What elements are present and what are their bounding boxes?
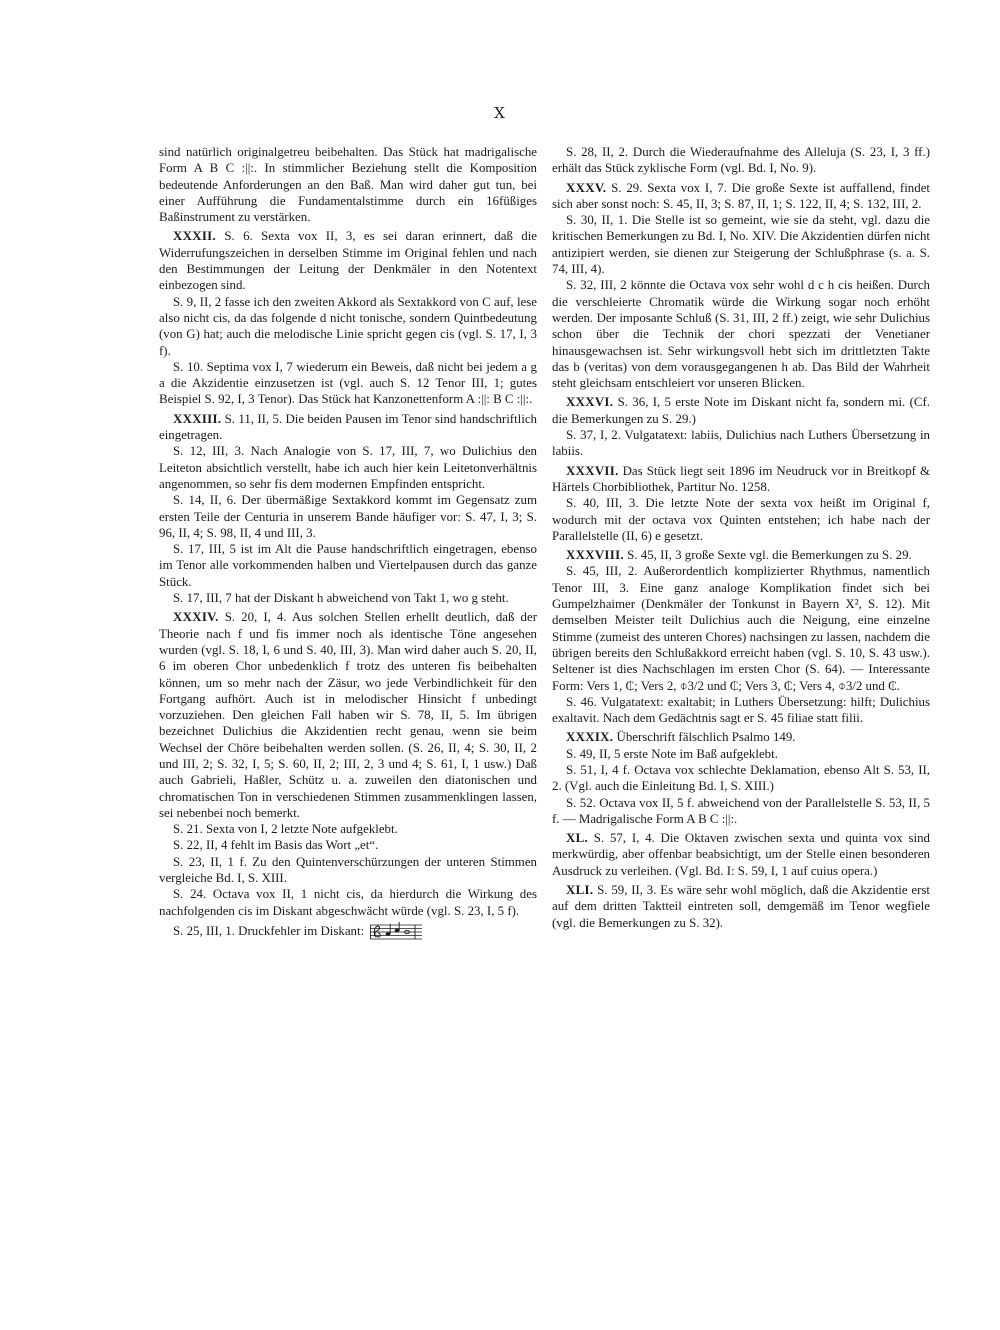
section-heading: XXXV. [566,180,607,195]
paragraph [159,144,537,225]
paragraph [159,886,537,919]
paragraph [552,795,930,828]
section-paragraph [159,228,537,293]
paragraph-text: sind natürlich originalgetreu beibehalten. Das Stück hat madrigalische Form A B C :||:. In stimmlicher Beziehung stellt die Komposition bedeutende Anforderungen an den Baß. Man wird daher gut tun, bei einer Aufführung die Fundamentalstimme durch ein 16füßiges Baßinstrument zu verstärken. [159,145,537,225]
section-paragraph [159,411,537,444]
left-column [159,144,537,942]
paragraph-text: S. 11, II, 5. Die beiden Pausen im Tenor sind handschriftlich eingetragen. [159,411,537,443]
paragraph [552,563,930,693]
section-heading: XXXIV. [173,610,219,625]
paragraph-text: S. 52. Octava vox II, 5 f. abweichend von der Parallelstelle S. 53, II, 5 f. — Madrigalische Form A B C :||:. [552,795,930,826]
paragraph [552,427,930,460]
paragraph-text: Überschrift fälschlich Psalmo 149. [613,730,796,745]
paragraph-text: S. 49, II, 5 erste Note im Baß aufgeklebt. [566,746,778,761]
paragraph-text: S. 29. Sexta vox I, 7. Die große Sexte ist auffallend, findet sich aber sonst noch: S. 45, II, 3; S. 87, II, 1; S. 122, II, 4; S. 132, III, 2. [552,180,930,211]
section-heading: XXXIII. [173,411,222,426]
section-heading: XXXIX. [566,730,614,745]
section-heading: XXXVIII. [566,548,624,563]
paragraph [159,821,537,837]
paragraph-text: S. 17, III, 5 ist im Alt die Pause handschriftlich eingetragen, ebenso im Tenor alle vorkommenden halben und Viertelpausen durch das ganze Stück. [159,542,537,589]
page-number: X [494,104,506,122]
paragraph [159,359,537,408]
paragraph-text: S. 51, I, 4 f. Octava vox schlechte Deklamation, ebenso Alt S. 53, II, 2. (Vgl. auch die Einleitung Bd. I, S. XIII.) [552,762,930,794]
paragraph [159,922,537,942]
section-paragraph [552,547,930,563]
paragraph-text: S. 40, III, 3. Die letzte Note der sexta vox heißt im Original f, wodurch mit der octava vox Quinten entstehen; ich habe nach der Parallelstelle (II, 6) e gesetzt. [552,496,930,543]
paragraph-text: S. 45, II, 3 große Sexte vgl. die Bemerkungen zu S. 29. [623,548,912,563]
paragraph [552,762,930,795]
paragraph-text: S. 30, II, 1. Die Stelle ist so gemeint, wie sie da steht, vgl. dazu die kritischen Bemerkungen zu Bd. I, No. XIV. Die Akzidentien dürfen nicht antizipiert werden, sie dienen zur Steigerung der Schlußphrase (s. a. S. 74, III, 4). [552,213,930,277]
paragraph-text: S. 12, III, 3. Nach Analogie von S. 17, III, 7, wo Dulichius den Leiteton absichtlich verstellt, habe ich auch hier kein Leitetonverhältnis angenommen, so sehr fis dem modernen Empfinden entspricht. [159,444,537,491]
paragraph [552,277,930,391]
section-paragraph [552,394,930,427]
paragraph-text: S. 32, III, 2 könnte die Octava vox sehr wohl d c h cis heißen. Durch die verschleierte Chromatik würde die Wirkung sogar noch erhöht werden. Der imposante Schluß (S. 31, III, 2 ff.) zeigt, wie sehr Dulichius schon über die Technik der chori spezzati der Venetianer hinausgewachsen ist. Sehr wirkungsvoll hebt sich im drittletzten Takte das b (veritas) von dem vorausgegangenen h ab. Das Bild der Wahrheit steht gleichsam entschleiert vor unseren Blicken. [552,278,930,391]
paragraph-text: S. 14, II, 6. Der übermäßige Sextakkord kommt im Gegensatz zum ersten Teile der Centuria in unserem Bande häufiger vor: S. 47, I, 3; S. 96, II, 4; S. 98, II, 4 und III, 3. [159,493,537,540]
paragraph-text: S. 20, I, 4. Aus solchen Stellen erhellt deutlich, daß der Theorie nach f und fis immer noch als identische Töne angesehen wurden (vgl. S. 18, I, 6 und S. 40, III, 3). Man wird daher auch S. 20, II, 6 im oberen Chor unbedenklich f trotz des unteren fis beibehalten können, um so mehr nach der Zäsur, wo jede Verbindlichkeit für den Fortgang aufhört. Auch ist in melodischer Hinsicht f unbedingt vorzuziehen. Den gleichen Fall haben wir S. 78, II, 5. Im übrigen bezeichnet Dulichius die Akzidentien recht genau, wenn sie beim Wechsel der Chöre beibehalten werden sollen. (S. 26, II, 4; S. 30, II, 2 und III, 2; S. 32, I, 5; S. 60, II, 2; III, 2, 3 und 4; S. 61, I, 1 usw.) Daß auch Gabrieli, Haßler, Schütz u. a. zuweilen den diatonischen und chromatischen Ton in verschiedenen Stimmen zusammenklingen lassen, sei nebenbei noch bemerkt. [159,610,537,820]
paragraph-text: Das Stück liegt seit 1896 im Neudruck vor in Breitkopf & Härtels Chorbibliothek, Partitur No. 1258. [552,463,930,494]
paragraph [552,746,930,762]
section-paragraph [159,609,537,821]
paragraph-text: S. 22, II, 4 fehlt im Basis das Wort „et“. [173,838,379,853]
section-heading: XXXVII. [566,463,619,478]
section-paragraph [552,830,930,879]
paragraph [159,590,537,606]
paragraph-text: S. 36, I, 5 erste Note im Diskant nicht fa, sondern mi. (Cf. die Bemerkungen zu S. 29.) [552,395,930,426]
paragraph [159,443,537,492]
section-heading: XXXVI. [566,395,614,410]
paragraph-text: S. 28, II, 2. Durch die Wiederaufnahme des Alleluja (S. 23, I, 3 ff.) erhält das Stück zyklische Form (vgl. Bd. I, No. 9). [552,145,930,176]
paragraph-text: S. 46. Vulgatatext: exaltabit; in Luthers Übersetzung: hilft; Dulichius exaltavit. Nach dem Gedächtnis sagt er S. 45 filiae statt filii. [552,694,930,726]
paragraph-text: S. 45, III, 2. Außerordentlich komplizierter Rhythmus, namentlich Tenor III, 3. Eine ganz analoge Komplikation findet sich bei Gumpelzhaimer (Denkmäler der Tonkunst in Bayern X², S. 12). Mit demselben Meister teilt Dulichius auch die Neigung, eine einzelne Stimme (zumeist des unteren Chores) nachsingen zu lassen, nachdem die übrigen bereits den Schlußakkord erreicht haben (vgl. S. 10, S. 43 usw.). Seltener ist dies Nachschlagen im ersten Chor (S. 64). — Interessante Form: Vers 1, ₵; Vers 2, ⌽3/2 und ₵; Vers 3, ₵; Vers 4, ⌽3/2 und ₵. [552,564,930,693]
paragraph-text: S. 23, II, 1 f. Zu den Quintenverschürzungen der unteren Stimmen vergleiche Bd. I, S. XIII. [159,854,537,886]
music-staff-icon [370,922,422,942]
paragraph-text: S. 6. Sexta vox II, 3, es sei daran erinnert, daß die Widerrufungszeichen in derselben Stimme im Original fehlen und nach den Bestimmungen der Leitung der Denkmäler in den Notentext einbezogen sind. [159,229,537,293]
paragraph-text: S. 37, I, 2. Vulgatatext: labiis, Dulichius nach Luthers Übersetzung in labiis. [552,428,930,459]
section-paragraph [552,882,930,931]
paragraph [552,144,930,177]
paragraph-text: S. 9, II, 2 fasse ich den zweiten Akkord als Sextakkord von C auf, lese also nicht cis, da das folgende d nicht tonische, sondern Quintbedeutung (von G) hat; auch die melodische Linie spricht gegen cis (vgl. S. 17, I, 3 f). [159,294,537,358]
paragraph-text: S. 17, III, 7 hat der Diskant h abweichend von Takt 1, wo g steht. [173,591,509,606]
paragraph-text: S. 57, I, 4. Die Oktaven zwischen sexta und quinta vox sind merkwürdig, aber offenbar beabsichtigt, um der Stelle einen besonderen Ausdruck zu verleihen. (Vgl. Bd. I: S. 59, I, 1 auf cuius opera.) [552,831,930,878]
section-heading: XXXII. [173,229,216,244]
paragraph [159,854,537,887]
right-column [552,144,930,931]
paragraph-text: S. 10. Septima vox I, 7 wiederum ein Beweis, daß nicht bei jedem a g a die Akzidentie einzusetzen ist (vgl. auch S. 12 Tenor III, 1; gutes Beispiel S. 92, I, 3 Tenor). Das Stück hat Kanzonettenform A :||: B C :||:. [159,359,537,407]
paragraph [552,495,930,544]
paragraph [159,294,537,359]
section-heading: XLI. [566,883,594,898]
paragraph [159,492,537,541]
paragraph [159,541,537,590]
paragraph [552,212,930,277]
paragraph-text: S. 25, III, 1. Druckfehler im Diskant: [173,923,365,938]
paragraph-text: S. 59, II, 3. Es wäre sehr wohl möglich, daß die Akzidentie erst auf dem dritten Taktteil eintreten soll, demgemäß im Tenor wegfiele (vgl. die Bemerkungen zu S. 32). [552,883,930,930]
paragraph-text: S. 21. Sexta von I, 2 letzte Note aufgeklebt. [173,822,398,837]
paragraph [159,837,537,853]
paragraph [552,694,930,727]
section-paragraph [552,180,930,213]
section-heading: XL. [566,831,589,846]
section-paragraph [552,463,930,496]
section-paragraph [552,729,930,745]
paragraph-text: S. 24. Octava vox II, 1 nicht cis, da hierdurch die Wirkung des nachfolgenden cis im Diskant abgeschwächt würde (vgl. S. 23, I, 5 f). [159,887,537,918]
